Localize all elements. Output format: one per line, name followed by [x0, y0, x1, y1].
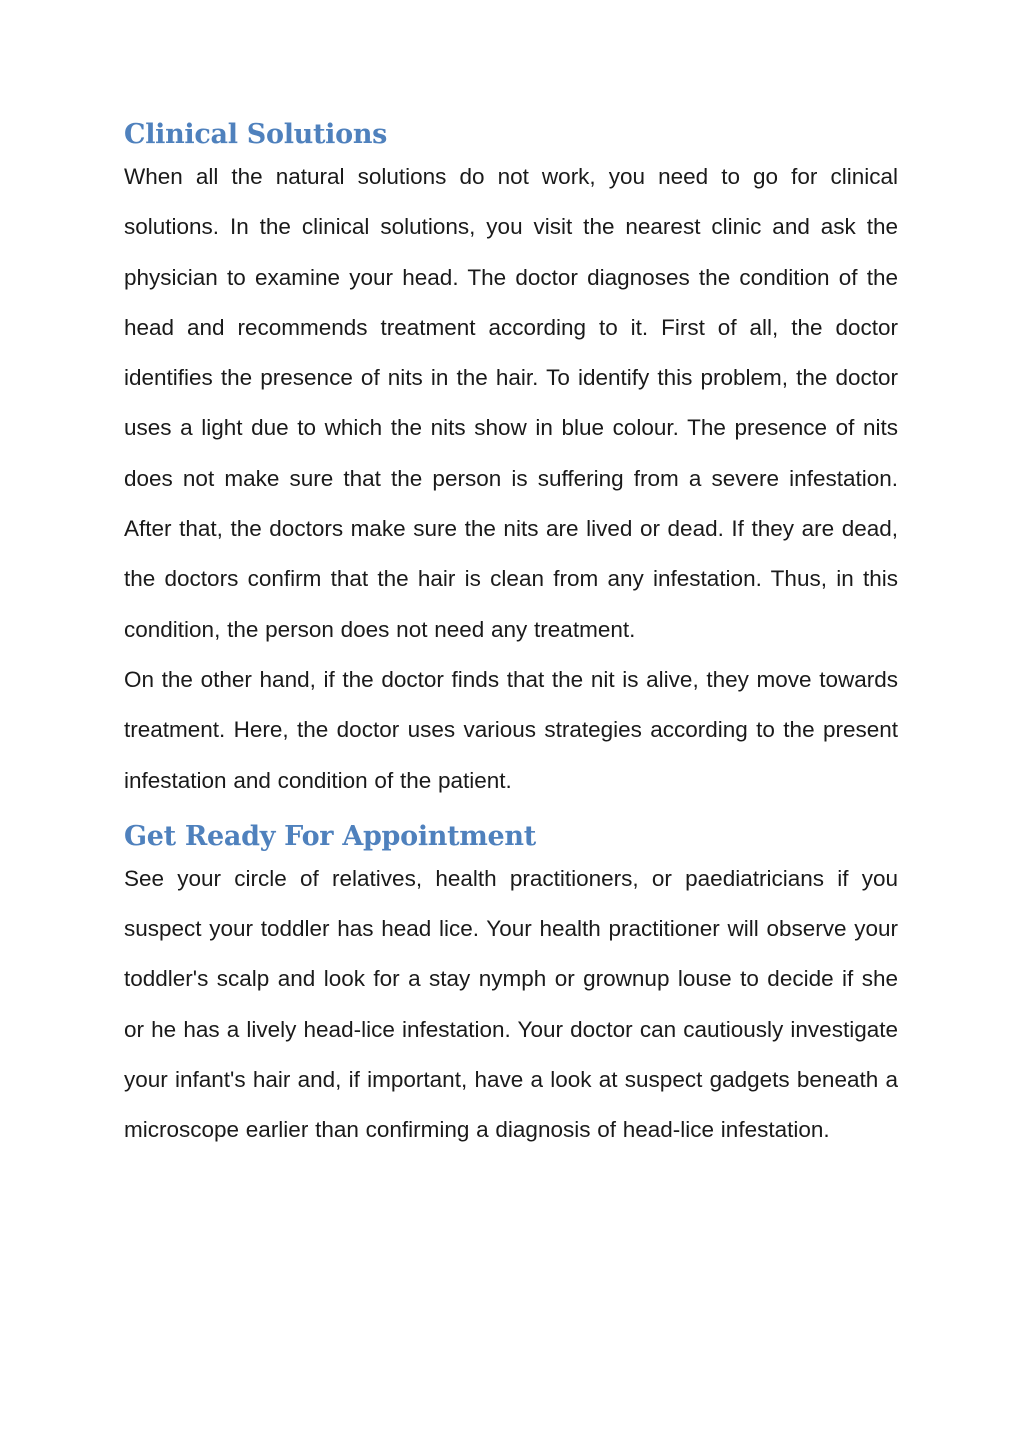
section-clinical-solutions	[124, 118, 898, 806]
section-get-ready-for-appointment	[124, 820, 898, 1156]
section-heading: Get Ready For Appointment	[124, 820, 536, 852]
paragraph: When all the natural solutions do not work, you need to go for clinical solutions. In the clinical solutions, you visit the nearest clinic and ask the physician to examine your head. The doctor diagnoses the condition of the head and recommends treatment according to it. First of all, the doctor identifies the presence of nits in the hair. To identify this problem, the doctor uses a light due to which the nits show in blue colour. The presence of nits does not make sure that the person is suffering from a severe infestation. After that, the doctors make sure the nits are lived or dead. If they are dead, the doctors confirm that the hair is clean from any infestation. Thus, in this condition, the person does not need any treatment.	[124, 164, 898, 642]
section-heading: Clinical Solutions	[124, 119, 388, 150]
document-page	[124, 118, 898, 1156]
paragraph: On the other hand, if the doctor finds that the nit is alive, they move towards treatment. Here, the doctor uses various strategies according to the present infestation and condition of the patient.	[124, 666, 898, 793]
paragraph: See your circle of relatives, health practitioners, or paediatricians if you suspect your toddler has head lice. Your health practitioner will observe your toddler's scalp and look for a stay nymph or grownup louse to decide if she or he has a lively head-lice infestation. Your doctor can cautiously investigate your infant's hair and, if important, have a look at suspect gadgets beneath a microscope earlier than confirming a diagnosis of head-lice infestation.	[124, 865, 898, 1143]
